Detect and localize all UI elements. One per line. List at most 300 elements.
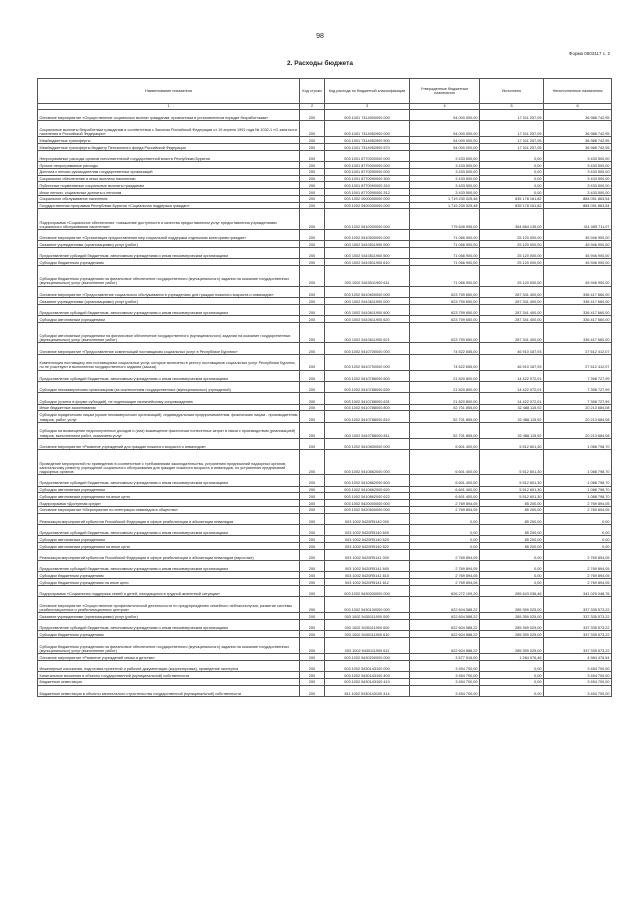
row-executed-amount: 25 120 000,00 <box>480 229 544 240</box>
row-line-code: 200 <box>300 422 325 438</box>
row-classification-code: 003 1001 8770000000 000 <box>325 162 410 169</box>
row-approved-amount: 3 577 516,00 <box>410 654 480 661</box>
table-row <box>38 144 612 151</box>
row-approved-amount: 54 000 000,00 <box>410 121 480 137</box>
row-executed-amount: 0,00 <box>480 189 544 196</box>
row-line-code: 200 <box>300 162 325 169</box>
row-unexecuted-amount: 3 433 500,00 <box>544 182 612 189</box>
row-unexecuted-amount: 45 946 900,00 <box>544 241 612 248</box>
row-classification-code: 003 1002 5420R5141 000 <box>325 549 410 560</box>
row-indicator-name: Оказание учреждениями (организациями) услуг (работ) <box>38 613 300 620</box>
row-indicator-name: Реализация мероприятий субъектов Российской Федерации в сфере реабилитации и абилитации инвалидов <box>38 513 300 524</box>
row-classification-code: 003 1001 7314900000 000 <box>325 110 410 121</box>
table-row <box>38 631 612 638</box>
table-row <box>38 579 612 586</box>
row-indicator-name: Социальное обслуживание населения <box>38 195 300 202</box>
row-classification-code: 003 1002 5410700000 000 <box>325 343 410 354</box>
row-unexecuted-amount: 20 213 684,08 <box>544 411 612 422</box>
table-row <box>38 316 612 323</box>
row-approved-amount: 21 820 800,00 <box>410 393 480 404</box>
row-approved-amount: 74 522 655,00 <box>410 343 480 354</box>
row-executed-amount: 5 512 601,30 <box>480 475 544 486</box>
table-row <box>38 195 612 202</box>
row-executed-amount: 17 011 257,05 <box>480 144 544 151</box>
row-line-code: 200 <box>300 524 325 535</box>
row-classification-code: 003 1002 5430111900 600 <box>325 619 410 630</box>
row-approved-amount: 6 601 400,00 <box>410 493 480 500</box>
row-classification-code: 003 1002 5410862000 622 <box>325 493 410 500</box>
row-approved-amount: 623 759 650,00 <box>410 316 480 323</box>
row-approved-amount: 3 433 500,00 <box>410 168 480 175</box>
row-approved-amount: 3 433 500,00 <box>410 175 480 182</box>
row-classification-code: 811 1002 5430143100 414 <box>325 685 410 696</box>
row-unexecuted-amount: 1 088 798,70 <box>544 450 612 475</box>
row-indicator-name: Предоставление субсидий бюджетным, автономным учреждениям и иным некоммерческим организациям <box>38 475 300 486</box>
row-indicator-name: Предоставление субсидий бюджетным, автономным учреждениям и иным некоммерческим организациям <box>38 524 300 535</box>
table-row <box>38 672 612 679</box>
table-row <box>38 382 612 393</box>
row-approved-amount: 52 701 855,00 <box>410 411 480 422</box>
table-row <box>38 475 612 486</box>
row-line-code: 200 <box>300 322 325 343</box>
row-classification-code: 003 1001 8770090000 310 <box>325 182 410 189</box>
table-row <box>38 175 612 182</box>
row-classification-code: 003 1002 5400000000 000 <box>325 202 410 209</box>
row-line-code: 200 <box>300 121 325 137</box>
table-row <box>38 137 612 144</box>
row-executed-amount: 835 178 161,82 <box>480 195 544 202</box>
row-indicator-name: Субсидии юридическим лицам (кроме некоммерческих организаций), индивидуальным предпринимателям, физическим лицам - производителям товаров, работ, услуг <box>38 411 300 422</box>
row-indicator-name: Доплата к пенсии руководителям государственных организаций <box>38 168 300 175</box>
row-indicator-name: Публичные нормативные социальные выплаты гражданам <box>38 182 300 189</box>
row-indicator-name: Компенсация поставщику или поставщикам социальных услуг, которые включены в реестр поставщиков социальных услуг Республики Бурятия, но не участвуют в выполнении государственного задания (заказа) <box>38 354 300 370</box>
row-line-code: 200 <box>300 382 325 393</box>
row-line-code: 200 <box>300 450 325 475</box>
table-row <box>38 110 612 121</box>
row-unexecuted-amount: 45 946 900,00 <box>544 259 612 266</box>
row-executed-amount: 285 359 025,00 <box>480 597 544 613</box>
table-row <box>38 638 612 654</box>
row-classification-code: 003 1002 5420R5140 620 <box>325 536 410 543</box>
row-approved-amount: 3 433 500,00 <box>410 150 480 161</box>
row-indicator-name: Бюджетные инвестиции <box>38 678 300 685</box>
page-number: 98 <box>316 33 324 40</box>
row-line-code: 200 <box>300 475 325 486</box>
row-line-code: 200 <box>300 202 325 209</box>
row-approved-amount: 6 601 400,00 <box>410 486 480 493</box>
row-indicator-name: Основное мероприятие «Предоставление социального обслуживания в учреждениях для граждан пожилого возраста и инвалидов» <box>38 286 300 297</box>
row-executed-amount: 287 341 400,00 <box>480 286 544 297</box>
row-approved-amount: 71 066 900,00 <box>410 259 480 266</box>
row-approved-amount: 6 601 400,00 <box>410 475 480 486</box>
row-unexecuted-amount: 336 417 660,00 <box>544 298 612 305</box>
row-executed-amount: 14 422 072,01 <box>480 393 544 404</box>
row-executed-amount: 0,00 <box>480 685 544 696</box>
row-classification-code: 003 1001 8770090000 000 <box>325 168 410 175</box>
row-classification-code: 003 1002 5410788000 811 <box>325 422 410 438</box>
row-classification-code: 003 1001 8770000000 000 <box>325 150 410 161</box>
row-classification-code: 003 1002 5410862000 000 <box>325 450 410 475</box>
row-line-code: 200 <box>300 685 325 696</box>
row-approved-amount: 71 066 900,00 <box>410 241 480 248</box>
row-indicator-name: Субсидии бюджетным учреждениям на иные цели <box>38 579 300 586</box>
row-unexecuted-amount: 36 988 742,95 <box>544 144 612 151</box>
row-classification-code: 003 1002 5430000000 000 <box>325 585 410 596</box>
row-classification-code: 003 1002 5410511900 600 <box>325 248 410 259</box>
row-unexecuted-amount: 337 335 573,22 <box>544 619 612 630</box>
row-indicator-name: Подпрограмма «Социальная поддержка семей и детей, находящихся в трудной жизненной ситуации» <box>38 585 300 596</box>
row-approved-amount: 3 454 700,00 <box>410 678 480 685</box>
row-approved-amount: 54 000 000,00 <box>410 144 480 151</box>
row-classification-code: 003 1001 8770090000 312 <box>325 189 410 196</box>
row-unexecuted-amount: 411 085 711,07 <box>544 209 612 230</box>
row-executed-amount: 14 422 072,01 <box>480 382 544 393</box>
row-classification-code: 003 1001 8770090000 300 <box>325 175 410 182</box>
row-unexecuted-amount: 884 051 863,54 <box>544 195 612 202</box>
row-line-code: 200 <box>300 506 325 513</box>
row-indicator-name: Социальное обеспечение и иные выплаты населению <box>38 175 300 182</box>
row-executed-amount: 0,00 <box>480 561 544 572</box>
row-indicator-name: Предоставление субсидий бюджетным, автономным учреждениям и иным некоммерческим организациям <box>38 248 300 259</box>
row-indicator-name: Субсидии бюджетным учреждениям на финансовое обеспечение государственного (муниципального) задания на оказание государственных (муниципальных) услуг (выполнение работ) <box>38 266 300 287</box>
row-line-code: 200 <box>300 613 325 620</box>
row-line-code: 200 <box>300 619 325 630</box>
row-approved-amount: 2 769 894,05 <box>410 579 480 586</box>
row-line-code: 200 <box>300 654 325 661</box>
row-line-code: 200 <box>300 631 325 638</box>
row-executed-amount: 0,00 <box>480 182 544 189</box>
row-line-code: 200 <box>300 150 325 161</box>
row-indicator-name: Реализация мероприятий субъектов Российской Федерации в сфере реабилитации и абилитации инвалидов (взрослые) <box>38 549 300 560</box>
row-executed-amount: 85 200,00 <box>480 543 544 550</box>
row-indicator-name: Основное мероприятие «Развитие учреждений для граждан пожилого возраста и инвалидов» <box>38 438 300 449</box>
row-line-code: 200 <box>300 579 325 586</box>
row-classification-code: 003 1002 5430111900 000 <box>325 613 410 620</box>
row-classification-code: 003 1002 5410600000 000 <box>325 286 410 297</box>
row-classification-code: 003 1002 5410511900 611 <box>325 266 410 287</box>
row-classification-code: 003 1002 5430200000 000 <box>325 654 410 661</box>
row-approved-amount: 0,00 <box>410 524 480 535</box>
header-line-code: Код строки <box>300 79 325 104</box>
row-unexecuted-amount: 45 946 900,00 <box>544 248 612 259</box>
row-line-code: 200 <box>300 229 325 240</box>
row-approved-amount: 71 066 900,00 <box>410 248 480 259</box>
row-unexecuted-amount: 3 454 700,00 <box>544 678 612 685</box>
table-row <box>38 121 612 137</box>
row-executed-amount: 364 864 135,00 <box>480 209 544 230</box>
row-approved-amount: 6 601 400,00 <box>410 438 480 449</box>
row-approved-amount: 0,00 <box>410 513 480 524</box>
row-approved-amount: 2 769 894,05 <box>410 506 480 513</box>
row-approved-amount: 3 433 500,00 <box>410 182 480 189</box>
table-row <box>38 370 612 381</box>
row-approved-amount: 74 522 655,00 <box>410 354 480 370</box>
row-executed-amount: 85 200,00 <box>480 500 544 507</box>
table-row <box>38 654 612 661</box>
table-row <box>38 486 612 493</box>
row-unexecuted-amount: 2 769 894,05 <box>544 506 612 513</box>
row-executed-amount: 32 488 115,92 <box>480 422 544 438</box>
row-line-code: 200 <box>300 536 325 543</box>
row-executed-amount: 25 120 000,00 <box>480 266 544 287</box>
row-unexecuted-amount: 337 335 573,22 <box>544 638 612 654</box>
row-indicator-name: Прочие непрограммные расходы <box>38 162 300 169</box>
expenditure-table <box>37 78 612 697</box>
row-unexecuted-amount: 3 433 500,00 <box>544 150 612 161</box>
row-line-code: 200 <box>300 189 325 196</box>
row-approved-amount: 52 701 855,00 <box>410 404 480 411</box>
table-row <box>38 393 612 404</box>
row-unexecuted-amount: 337 335 573,22 <box>544 631 612 638</box>
table-row <box>38 438 612 449</box>
row-indicator-name: Субсидии бюджетным учреждениям <box>38 631 300 638</box>
table-row <box>38 241 612 248</box>
row-executed-amount: 287 341 400,00 <box>480 298 544 305</box>
row-classification-code: 003 1002 5410788000 631 <box>325 393 410 404</box>
row-line-code: 200 <box>300 304 325 315</box>
row-indicator-name: Капитальные вложения в объекты государственной (муниципальной) собственности <box>38 672 300 679</box>
row-line-code: 200 <box>300 137 325 144</box>
row-classification-code: 003 1001 7314952900 570 <box>325 144 410 151</box>
row-unexecuted-amount: 7 398 727,99 <box>544 382 612 393</box>
row-unexecuted-amount: 45 946 900,00 <box>544 229 612 240</box>
row-unexecuted-amount: 3 454 700,00 <box>544 685 612 696</box>
row-unexecuted-amount: 0,00 <box>544 536 612 543</box>
row-line-code: 200 <box>300 298 325 305</box>
row-classification-code: 003 1002 5410862000 620 <box>325 486 410 493</box>
row-classification-code: 003 1002 5410500000 000 <box>325 229 410 240</box>
row-unexecuted-amount: 2 769 894,05 <box>544 579 612 586</box>
row-line-code: 200 <box>300 259 325 266</box>
table-header-row <box>38 79 612 104</box>
column-number: 1 <box>38 104 300 110</box>
row-approved-amount: 3 454 700,00 <box>410 672 480 679</box>
table-row <box>38 685 612 696</box>
row-executed-amount: 285 359 025,00 <box>480 631 544 638</box>
row-unexecuted-amount: 0,00 <box>544 543 612 550</box>
row-indicator-name: Субсидии бюджетным учреждениям <box>38 572 300 579</box>
row-indicator-name: Иные бюджетные ассигнования <box>38 404 300 411</box>
row-executed-amount: 17 011 257,05 <box>480 137 544 144</box>
table-row <box>38 660 612 671</box>
row-executed-amount: 5 512 601,30 <box>480 493 544 500</box>
row-approved-amount: 21 820 800,00 <box>410 382 480 393</box>
row-classification-code: 003 1002 5420R5141 612 <box>325 579 410 586</box>
row-indicator-name: Основное мероприятие «Мероприятие по интеграции инвалидов в общество» <box>38 506 300 513</box>
row-line-code: 200 <box>300 343 325 354</box>
row-unexecuted-amount: 3 433 500,00 <box>544 162 612 169</box>
row-line-code: 200 <box>300 585 325 596</box>
row-executed-amount: 46 910 187,93 <box>480 354 544 370</box>
row-indicator-name: Оказание учреждениями (организациями) услуг (работ) <box>38 241 300 248</box>
row-executed-amount: 285 643 036,46 <box>480 585 544 596</box>
row-line-code: 200 <box>300 549 325 560</box>
table-row <box>38 304 612 315</box>
row-unexecuted-amount: 45 946 900,00 <box>544 266 612 287</box>
row-approved-amount: 6 601 400,00 <box>410 450 480 475</box>
row-executed-amount: 85 200,00 <box>480 513 544 524</box>
column-number: 2 <box>300 104 325 110</box>
row-indicator-name: Подпрограмма «Социальное обеспечение, повышение доступности и качества предоставления услуг предоставления учреждениями социального обслуживания населения» <box>38 209 300 230</box>
row-executed-amount: 0,00 <box>480 660 544 671</box>
row-unexecuted-amount: 336 417 660,00 <box>544 286 612 297</box>
row-executed-amount: 5 512 601,30 <box>480 438 544 449</box>
table-row <box>38 182 612 189</box>
row-indicator-name: Межбюджетные трансферты <box>38 137 300 144</box>
table-row <box>38 343 612 354</box>
row-unexecuted-amount: 3 433 500,00 <box>544 189 612 196</box>
row-approved-amount: 0,00 <box>410 543 480 550</box>
row-executed-amount: 1 284 076,46 <box>480 654 544 661</box>
row-line-code: 200 <box>300 110 325 121</box>
row-unexecuted-amount: 2 769 894,05 <box>544 572 612 579</box>
row-line-code: 200 <box>300 543 325 550</box>
table-row <box>38 298 612 305</box>
row-classification-code: 003 1002 5410788000 630 <box>325 382 410 393</box>
row-classification-code: 003 1001 7314952900 000 <box>325 121 410 137</box>
table-row <box>38 248 612 259</box>
row-approved-amount: 54 000 000,00 <box>410 110 480 121</box>
table-row <box>38 354 612 370</box>
row-line-code: 200 <box>300 144 325 151</box>
row-indicator-name: Основное мероприятие «Осуществление социальных выплат гражданам, признанным в установленном порядке безработными» <box>38 110 300 121</box>
row-classification-code: 003 1002 5410611900 620 <box>325 316 410 323</box>
row-executed-amount: 85 200,00 <box>480 506 544 513</box>
row-executed-amount: 0,00 <box>480 549 544 560</box>
row-classification-code: 003 1001 7314952900 500 <box>325 137 410 144</box>
row-indicator-name: Бюджетные инвестиции в объекты капитального строительства государственной (муниципальной) собственности <box>38 685 300 696</box>
row-indicator-name: Оказание учреждениями (организациями) услуг (работ) <box>38 298 300 305</box>
column-number: 4 <box>410 104 480 110</box>
row-approved-amount: 622 604 588,22 <box>410 613 480 620</box>
row-executed-amount: 32 488 115,92 <box>480 411 544 422</box>
row-executed-amount: 14 422 072,01 <box>480 370 544 381</box>
row-approved-amount: 54 000 000,00 <box>410 137 480 144</box>
row-executed-amount: 5 512 601,30 <box>480 486 544 493</box>
row-unexecuted-amount: 20 213 684,08 <box>544 404 612 411</box>
row-classification-code: 003 1002 5430100000 000 <box>325 597 410 613</box>
row-approved-amount: 623 759 650,00 <box>410 298 480 305</box>
row-unexecuted-amount: 7 398 727,99 <box>544 370 612 381</box>
row-line-code: 200 <box>300 316 325 323</box>
row-classification-code: 003 1002 5420000000 000 <box>325 500 410 507</box>
row-executed-amount: 17 011 257,05 <box>480 110 544 121</box>
table-row <box>38 286 612 297</box>
row-line-code: 200 <box>300 175 325 182</box>
row-indicator-name: Основное мероприятие «Организация предоставления мер социальной поддержки отдельным категориям граждан» <box>38 229 300 240</box>
row-line-code: 200 <box>300 286 325 297</box>
row-approved-amount: 622 604 588,22 <box>410 638 480 654</box>
row-indicator-name: Государственная программа Республики Бурятия «Социальная поддержка граждан» <box>38 202 300 209</box>
header-classification-code: Код расхода по бюджетной классификации <box>325 79 410 104</box>
row-unexecuted-amount: 36 988 742,95 <box>544 110 612 121</box>
row-executed-amount: 285 359 025,00 <box>480 638 544 654</box>
row-line-code: 200 <box>300 195 325 202</box>
row-indicator-name: Подпрограмма «Доступная среда» <box>38 500 300 507</box>
row-classification-code: 003 1002 5420500000 000 <box>325 506 410 513</box>
row-executed-amount: 17 011 257,05 <box>480 121 544 137</box>
row-line-code: 200 <box>300 209 325 230</box>
row-classification-code: 003 1002 5410788000 800 <box>325 404 410 411</box>
row-line-code: 200 <box>300 241 325 248</box>
header-executed: Исполнено <box>480 79 544 104</box>
row-classification-code: 003 1002 5410700000 000 <box>325 354 410 370</box>
column-number: 3 <box>325 104 410 110</box>
row-executed-amount: 32 488 115,92 <box>480 404 544 411</box>
row-indicator-name: Субсидии автономным учреждениям <box>38 316 300 323</box>
row-indicator-name: Предоставление субсидий бюджетным, автономным учреждениям и иным некоммерческим организациям <box>38 561 300 572</box>
row-classification-code: 003 1002 0000000000 000 <box>325 195 410 202</box>
row-executed-amount: 0,00 <box>480 168 544 175</box>
row-line-code: 200 <box>300 561 325 572</box>
row-approved-amount: 71 066 900,00 <box>410 229 480 240</box>
table-row <box>38 259 612 266</box>
row-indicator-name: Субсидии автономным учреждениям на иные цели <box>38 493 300 500</box>
row-executed-amount: 0,00 <box>480 162 544 169</box>
row-classification-code: 003 1002 5420R5140 000 <box>325 513 410 524</box>
row-unexecuted-amount: 337 335 573,22 <box>544 597 612 613</box>
table-row <box>38 229 612 240</box>
row-line-code: 200 <box>300 438 325 449</box>
row-approved-amount: 622 604 588,22 <box>410 631 480 638</box>
row-indicator-name: Непрограммные расходы органов исполнительной государственной власти Республики Бурятия <box>38 150 300 161</box>
row-line-code: 200 <box>300 370 325 381</box>
row-executed-amount: 46 910 187,93 <box>480 343 544 354</box>
row-line-code: 200 <box>300 411 325 422</box>
table-row <box>38 322 612 343</box>
row-line-code: 200 <box>300 404 325 411</box>
row-approved-amount: 52 701 855,00 <box>410 422 480 438</box>
row-classification-code: 003 1002 5410611900 000 <box>325 298 410 305</box>
row-unexecuted-amount: 3 454 700,00 <box>544 672 612 679</box>
row-unexecuted-amount: 27 612 412,07 <box>544 343 612 354</box>
column-number: 5 <box>480 104 544 110</box>
row-unexecuted-amount: 3 454 700,00 <box>544 660 612 671</box>
row-line-code: 200 <box>300 660 325 671</box>
row-approved-amount: 3 454 700,00 <box>410 660 480 671</box>
row-unexecuted-amount: 36 988 742,95 <box>544 137 612 144</box>
row-unexecuted-amount: 337 335 573,22 <box>544 613 612 620</box>
row-indicator-name: Инженерные изыскания, подготовка проектной и рабочей документации (корректировка), проведение экспертиз <box>38 660 300 671</box>
row-unexecuted-amount: 336 417 660,00 <box>544 316 612 323</box>
row-classification-code: 003 1002 5420R5140 622 <box>325 543 410 550</box>
row-unexecuted-amount: 7 398 727,99 <box>544 393 612 404</box>
table-row <box>38 613 612 620</box>
row-unexecuted-amount: 27 612 412,07 <box>544 354 612 370</box>
row-classification-code: 003 1002 5430143100 400 <box>325 672 410 679</box>
row-approved-amount: 623 759 650,00 <box>410 322 480 343</box>
row-executed-amount: 25 120 000,00 <box>480 248 544 259</box>
row-approved-amount: 2 769 894,05 <box>410 549 480 560</box>
table-row <box>38 506 612 513</box>
row-indicator-name: Предоставление субсидий бюджетным, автономным учреждениям и иным некоммерческим организациям <box>38 370 300 381</box>
row-unexecuted-amount: 2 769 894,05 <box>544 500 612 507</box>
row-line-code: 200 <box>300 500 325 507</box>
row-classification-code: 003 1002 5430143100 410 <box>325 678 410 685</box>
row-indicator-name: Иные пенсии, социальные доплаты к пенсиям <box>38 189 300 196</box>
row-indicator-name: Основное мероприятие «Осуществление профилактической деятельности по предупреждению семейного неблагополучия, развитие системы реабилитационных и реабилитационных центров» <box>38 597 300 613</box>
row-approved-amount: 3 454 700,00 <box>410 685 480 696</box>
form-code: Форма 0503117 с. 2 <box>569 51 610 56</box>
row-executed-amount: 0,00 <box>480 678 544 685</box>
row-approved-amount: 2 769 894,05 <box>410 561 480 572</box>
row-line-code: 200 <box>300 678 325 685</box>
row-indicator-name: Субсидии бюджетным учреждениям на финансовое обеспечение государственного (муниципального) задания на оказание государственных (муниципальных) услуг (выполнение работ) <box>38 638 300 654</box>
header-approved: Утвержденные бюджетные назначения <box>410 79 480 104</box>
row-classification-code: 003 1002 5410000000 000 <box>325 209 410 230</box>
row-unexecuted-amount: 0,00 <box>544 513 612 524</box>
table-row <box>38 572 612 579</box>
